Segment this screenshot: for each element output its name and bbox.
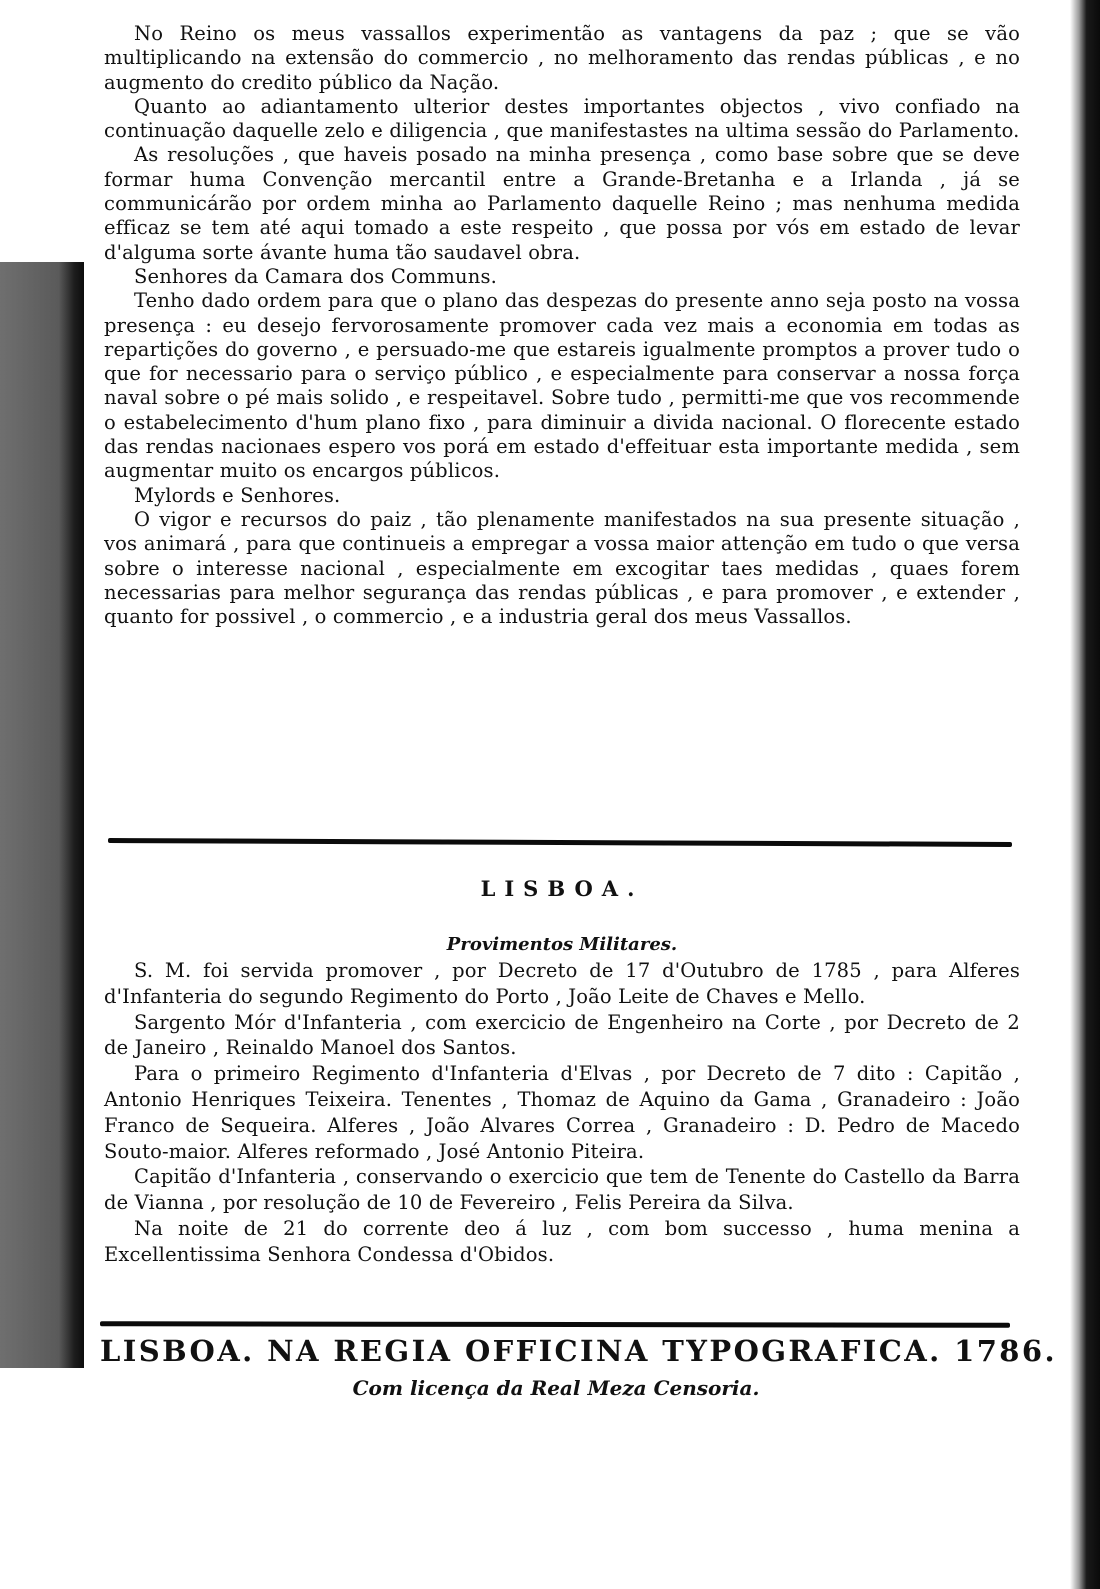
lisboa-section [104, 934, 1020, 1268]
speech-address-lords: Mylords e Senhores. [134, 483, 341, 507]
news-paragraph: Sargento Mór d'Infanteria , com exercicio de Engenheiro na Corte , por Decreto de 2 de Janeiro , Reinaldo Manoel dos Santos. [104, 1010, 1020, 1060]
news-paragraph: Para o primeiro Regimento d'Infanteria d'Elvas , por Decreto de 7 dito : Capitão , Antonio Henriques Teixeira. Tenentes , Thomaz de Aquino da Gama , Granadeiro : João Franco de Sequeira. Alferes , João Alvares Correa , Granadeiro : D. Pedro de Macedo Souto-maior. Alferes reformado , José Antonio Piteira. [104, 1062, 1020, 1163]
news-paragraph: Capitão d'Infanteria , conservando o exercicio que tem de Tenente do Castello da Barra de Vianna , por resolução de 10 de Fevereiro , Felis Pereira da Silva. [104, 1165, 1020, 1215]
speech-paragraph: Tenho dado ordem para que o plano das despezas do presente anno seja posto na vossa presença : eu desejo fervorosamente promover cada vez mais a economia em todas as repartições do governo , e persuado-me que estareis igualmente promptos a prover tudo o que for necessario para o serviço público , e especialmente para conservar a nossa força naval sobre o pé mais solido , e respeitavel. Sobre tudo , permitti-me que vos recommende o estabelecimento d'hum plano fixo , para diminuir a divida nacional. O florecente estado das rendas nacionaes espero vos porá em estado d'effeituar esta importante medida , sem augmentar muito os encargos públicos. [104, 289, 1020, 483]
scan-edge-right [1070, 0, 1100, 1589]
speech-paragraph: As resoluções , que haveis posado na minha presença , como base sobre que se deve formar huma Convenção mercantil entre a Grande-Bretanha e a Irlanda , já se communicárão por ordem minha ao Parlamento daquelle Reino ; mas nenhuma medida efficaz se tem até aqui tomado a este respeito , que possa por vós em estado de levar d'alguma sorte ávante huma tão saudavel obra. [104, 143, 1020, 264]
section-subheading: Provimentos Militares. [446, 934, 678, 955]
news-paragraph: Na noite de 21 do corrente deo á luz , com bom successo , huma menina a Excellentissima Senhora Condessa d'Obidos. [104, 1216, 1020, 1266]
speech-paragraph: O vigor e recursos do paiz , tão plenamente manifestados na sua presente situação , vos animará , para que continueis a empregar a vossa maior attenção em tudo o que versa sobre o interesse nacional , especialmente em excogitar taes medidas , quaes forem necessarias para melhor segurança das rendas públicas , e para promover , e extender , quanto for possivel , o commercio , e a industria geral dos meus Vassallos. [104, 507, 1020, 629]
speech-text [104, 22, 1020, 629]
censorship-licence: Com licença da Real Meza Censoria. [352, 1376, 760, 1400]
section-heading-lisboa: LISBOA. [480, 876, 644, 901]
speech-paragraph: No Reino os meus vassallos experimentão as vantagens da paz ; que se vão multiplicando na extensão do commercio , no melhoramento das rendas públicas , e no augmento do credito público da Nação. [104, 22, 1020, 94]
imprint-divider [100, 1321, 1010, 1328]
scan-shadow-left [0, 262, 84, 1368]
speech-paragraph: Quanto ao adiantamento ulterior destes importantes objectos , vivo confiado na continuação daquelle zelo e diligencia , que manifestastes na ultima sessão do Parlamento. [104, 94, 1020, 143]
speech-address-commons: Senhores da Camara dos Communs. [134, 264, 497, 288]
section-divider [108, 838, 1012, 847]
news-paragraph: S. M. foi servida promover , por Decreto de 17 d'Outubro de 1785 , para Alferes d'Infanteria do segundo Regimento do Porto , João Leite de Chaves e Mello. [104, 959, 1020, 1008]
printer-imprint: LISBOA. NA REGIA OFFICINA TYPOGRAFICA. 1786. [100, 1334, 1057, 1368]
